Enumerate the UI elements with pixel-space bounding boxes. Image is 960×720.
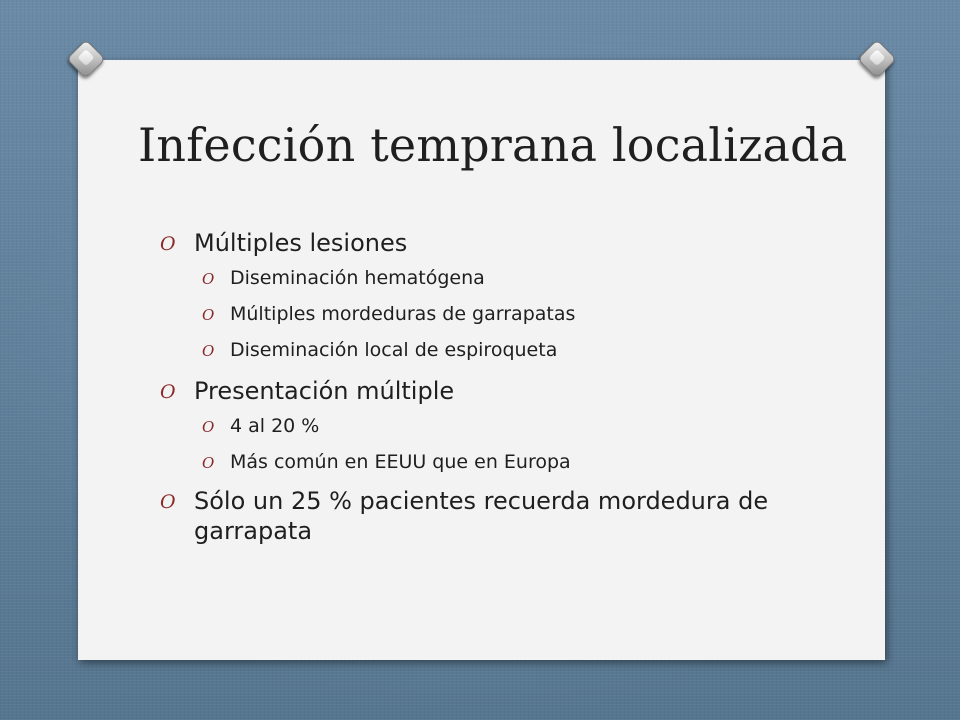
bullet-marker-icon: O <box>160 381 176 403</box>
bullet-item <box>160 374 860 408</box>
sub-bullet-item <box>160 296 860 332</box>
sub-bullet-item <box>160 260 860 296</box>
sub-bullet-text: Diseminación hematógena <box>230 267 485 289</box>
sub-bullet-text: 4 al 20 % <box>230 415 320 437</box>
sub-bullet-text: Múltiples mordeduras de garrapatas <box>230 303 576 325</box>
bullet-list <box>160 226 860 546</box>
bullet-text: Sólo un 25 % pacientes recuerda mordedura de garrapata <box>194 487 769 545</box>
bullet-marker-icon: O <box>202 454 215 472</box>
slide-title: Infección temprana localizada <box>138 118 848 172</box>
bullet-item <box>160 226 860 260</box>
bullet-text: Presentación múltiple <box>194 377 455 405</box>
sub-bullet-item <box>160 444 860 480</box>
bullet-marker-icon: O <box>202 342 215 360</box>
bullet-marker-icon: O <box>160 233 176 255</box>
bullet-text: Múltiples lesiones <box>194 229 408 257</box>
bullet-marker-icon: O <box>202 306 215 324</box>
bullet-marker-icon: O <box>202 270 215 288</box>
sub-bullet-item <box>160 332 860 368</box>
bullet-marker-icon: O <box>160 491 176 513</box>
bullet-item <box>160 486 834 546</box>
sub-bullet-text: Diseminación local de espiroqueta <box>230 339 558 361</box>
sub-bullet-item <box>160 408 860 444</box>
sub-bullet-text: Más común en EEUU que en Europa <box>230 451 571 473</box>
bullet-marker-icon: O <box>202 418 215 436</box>
